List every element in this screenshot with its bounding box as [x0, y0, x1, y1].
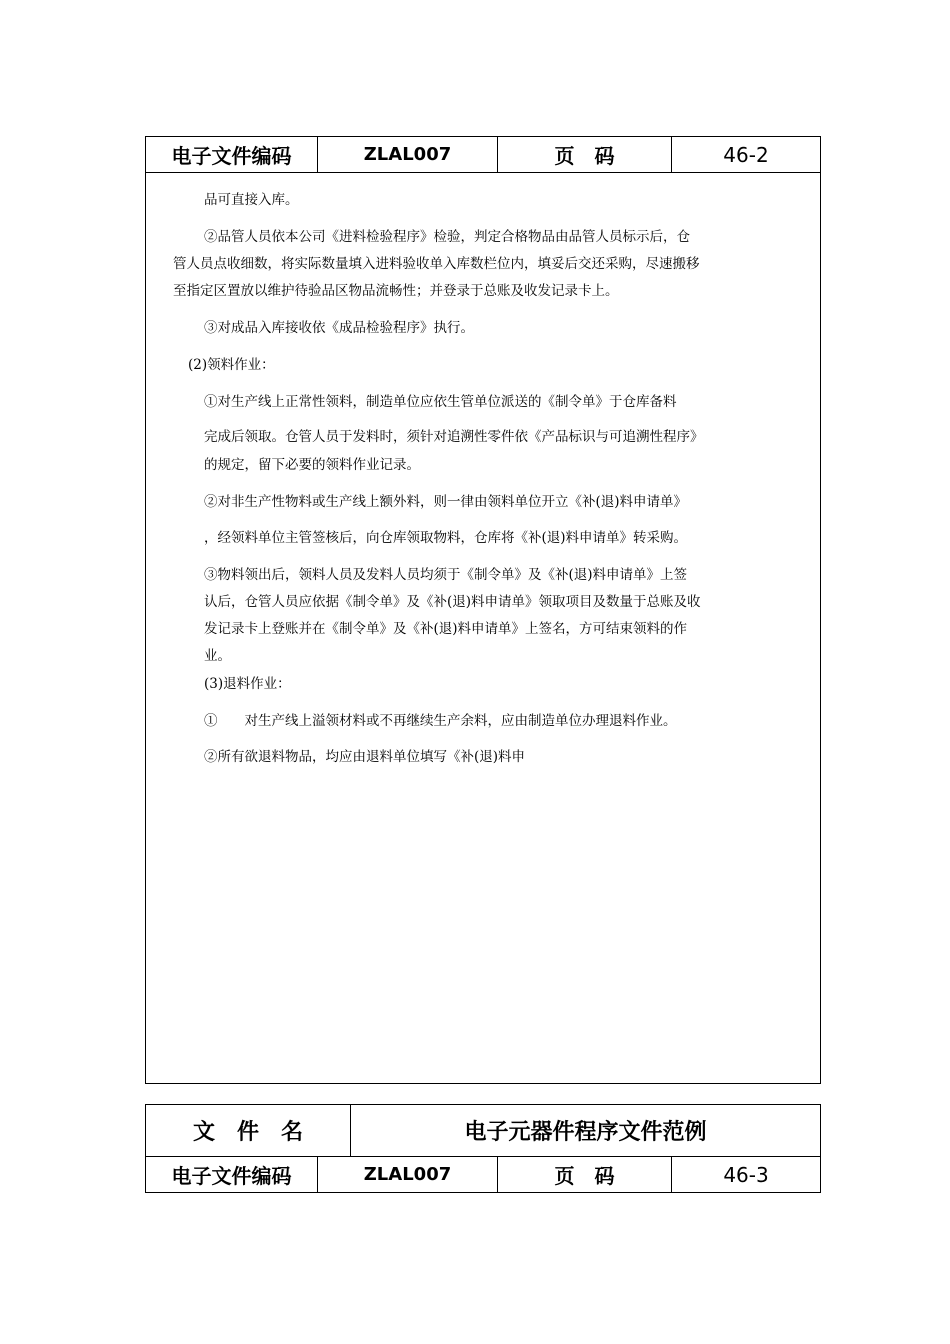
page-label: 页 码 [498, 1157, 672, 1193]
content-line: ①对生产线上正常性领料，制造单位应依生管单位派送的《制令单》于仓库备料 [204, 394, 677, 410]
page-label: 页 码 [498, 137, 672, 173]
content-line: ②所有欲退料物品，均应由退料单位填写《补(退)料申 [204, 749, 526, 765]
file-name-label: 文 件 名 [146, 1105, 351, 1157]
content-line: 完成后领取。仓管人员于发料时，须针对追溯性零件依《产品标识与可追溯性程序》 [204, 429, 704, 445]
code-label: 电子文件编码 [146, 1157, 318, 1193]
content-line: 至指定区置放以维护待验品区物品流畅性；并登录于总账及收发记录卡上。 [173, 283, 619, 299]
content-line: (3)退料作业： [204, 676, 291, 692]
code-value: ZLAL007 [318, 137, 498, 173]
content-line: ②对非生产性物料或生产线上额外料，则一律由领料单位开立《补(退)料申请单》 [204, 494, 688, 510]
bottom-header-table [145, 1104, 821, 1193]
content-line: ③物料领出后，领料人员及发料人员均须于《制令单》及《补(退)料申请单》上签 [204, 567, 688, 583]
page-value: 46-3 [672, 1157, 821, 1193]
code-value: ZLAL007 [318, 1157, 498, 1193]
content-line: ③对成品入库接收依《成品检验程序》执行。 [204, 320, 474, 336]
content-line: 的规定，留下必要的领料作业记录。 [204, 457, 420, 473]
content-line: (2)领料作业： [188, 357, 275, 373]
content-line: ②品管人员依本公司《进料检验程序》检验，判定合格物品由品管人员标示后，仓 [204, 229, 690, 245]
content-line: ，经领料单位主管签核后，向仓库领取物料，仓库将《补(退)料申请单》转采购。 [204, 530, 688, 546]
code-label: 电子文件编码 [146, 137, 318, 173]
content-box [145, 172, 821, 1084]
page-value: 46-2 [672, 137, 821, 173]
content-line: 业。 [204, 648, 231, 664]
content-line: 管人员点收细数，将实际数量填入进料验收单入库数栏位内，填妥后交还采购，尽速搬移 [173, 256, 700, 272]
file-name-value: 电子元器件程序文件范例 [351, 1105, 821, 1157]
content-line: 品可直接入库。 [204, 192, 299, 208]
content-line: 认后，仓管人员应依据《制令单》及《补(退)料申请单》领取项目及数量于总账及收 [204, 594, 701, 610]
top-header-table [145, 136, 821, 173]
content-line: ① 对生产线上溢领材料或不再继续生产余料，应由制造单位办理退料作业。 [204, 713, 677, 729]
content-line: 发记录卡上登账并在《制令单》及《补(退)料申请单》上签名，方可结束领料的作 [204, 621, 688, 637]
